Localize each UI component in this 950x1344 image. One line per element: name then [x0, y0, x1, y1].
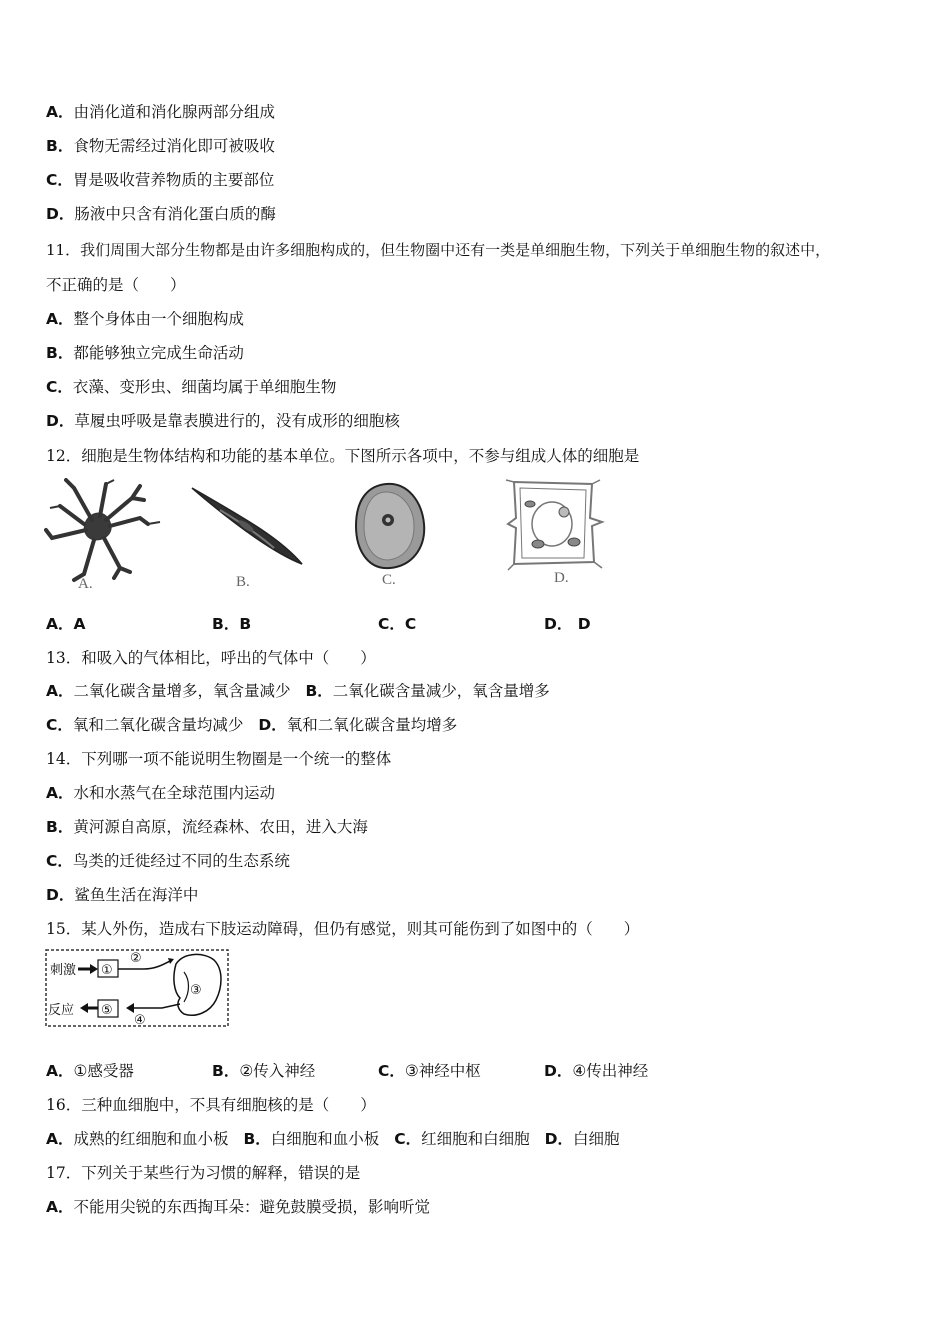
option-letter: A．: [46, 784, 74, 802]
option-text: ④传出神经: [572, 1062, 649, 1080]
option-text: ③神经中枢: [404, 1062, 481, 1080]
q11-option-a: [46, 309, 244, 329]
option-letter: D．: [258, 716, 287, 734]
q12-cell-figures: [44, 478, 614, 598]
neuron-cell-image: [46, 480, 160, 580]
option-text: 红细胞和白细胞: [421, 1130, 530, 1148]
option-text: 食物无需经过消化即可被吸收: [73, 137, 275, 155]
option-text: 白细胞和血小板: [270, 1130, 380, 1148]
option-text: 都能够独立完成生命活动: [73, 344, 244, 362]
reflex-arc-diagram: [44, 948, 232, 1030]
q14-option-d: [46, 885, 198, 905]
q15-option-c: [378, 1061, 481, 1081]
afferent-nerve-path: [118, 960, 172, 969]
option-letter: A．: [46, 1062, 74, 1080]
option-letter: C．: [378, 615, 405, 633]
label-2: ②: [130, 951, 142, 966]
label-4: ④: [134, 1013, 146, 1028]
option-text: ②传入神经: [239, 1062, 316, 1080]
figure-caption: C.: [382, 572, 396, 588]
q15-option-a: [46, 1061, 134, 1081]
label-3: ③: [190, 983, 202, 998]
option-letter: A．: [46, 1198, 74, 1216]
option-letter: B．: [212, 615, 240, 633]
option-text: 氧和二氧化碳含量均减少: [72, 716, 244, 734]
option-text: D: [572, 615, 591, 633]
q17-option-a: [46, 1197, 430, 1217]
q16-stem: 16．三种血细胞中，不具有细胞核的是（ ）: [46, 1096, 376, 1114]
option-letter: A．: [46, 103, 74, 121]
q12-option-a: [46, 614, 86, 634]
q16-options-row: [46, 1129, 619, 1149]
q14-option-b: [46, 817, 368, 837]
option-letter: A．: [46, 682, 74, 700]
option-text: C: [404, 615, 417, 633]
option-text: 草履虫呼吸是靠表膜进行的，没有成形的细胞核: [74, 412, 400, 430]
option-letter: C．: [46, 716, 73, 734]
option-letter: C．: [46, 852, 73, 870]
option-letter: B．: [46, 344, 74, 362]
option-text: 黄河源自高原，流经森林、农田，进入大海: [73, 818, 368, 836]
option-text: 鲨鱼生活在海洋中: [74, 886, 199, 904]
option-letter: B．: [243, 1130, 271, 1148]
option-letter: B．: [46, 137, 74, 155]
arrow-icon: [126, 1003, 134, 1013]
option-text: 二氧化碳含量减少，氧含量增多: [332, 682, 550, 700]
option-text: 水和水蒸气在全球范围内运动: [73, 784, 276, 802]
figure-caption: B.: [236, 574, 250, 590]
arrow-icon: [80, 1003, 88, 1013]
q14-option-c: [46, 851, 290, 871]
option-text: ①感受器: [73, 1062, 134, 1080]
q12-option-c: [378, 614, 416, 634]
q10-option-a: [46, 102, 275, 122]
q17-stem: 17．下列关于某些行为习惯的解释，错误的是: [46, 1164, 361, 1182]
arrow-icon: [90, 964, 98, 974]
option-letter: B．: [212, 1062, 240, 1080]
label-5: ⑤: [101, 1003, 113, 1018]
q11-option-b: [46, 343, 244, 363]
gray-matter-shape: [184, 972, 189, 1002]
q13-options-row1: [46, 681, 550, 701]
option-text: 胃是吸收营养物质的主要部位: [72, 171, 275, 189]
q13-stem: 13．和吸入的气体相比，呼出的气体中（ ）: [46, 649, 376, 667]
option-letter: D．: [46, 886, 75, 904]
q15-option-b: [212, 1061, 315, 1081]
option-text: 氧和二氧化碳含量均增多: [286, 716, 458, 734]
option-text: 白细胞: [572, 1130, 620, 1148]
option-letter: D．: [544, 1130, 573, 1148]
option-text: 由消化道和消化腺两部分组成: [73, 103, 276, 121]
option-text: A: [73, 615, 86, 633]
option-text: B: [239, 615, 252, 633]
q14-stem: 14．下列哪一项不能说明生物圈是一个统一的整体: [46, 750, 392, 768]
q10-option-c: [46, 170, 274, 190]
plant-cell-image: [506, 480, 602, 570]
option-letter: A．: [46, 310, 74, 328]
option-letter: D．: [46, 205, 75, 223]
q15-option-d: [544, 1061, 648, 1081]
option-letter: B．: [305, 682, 333, 700]
stimulus-label: 刺激: [50, 963, 77, 978]
option-letter: B．: [46, 818, 74, 836]
option-letter: A．: [46, 1130, 74, 1148]
response-label: 反应: [48, 1003, 75, 1018]
option-letter: D．: [46, 412, 75, 430]
q10-option-b: [46, 136, 275, 156]
epithelial-cell-image: [356, 484, 424, 568]
option-letter: C．: [46, 378, 73, 396]
option-letter: C．: [46, 171, 73, 189]
q10-option-d: [46, 204, 276, 224]
label-1: ①: [101, 963, 113, 978]
q15-stem: 15．某人外伤，造成右下肢运动障碍，但仍有感觉，则其可能伤到了如图中的（ ）: [46, 920, 640, 938]
option-text: 不能用尖锐的东西掏耳朵：避免鼓膜受损，影响听觉: [73, 1198, 431, 1216]
q13-options-row2: [46, 715, 457, 735]
q11-option-d: [46, 411, 400, 431]
option-text: 衣藻、变形虫、细菌均属于单细胞生物: [72, 378, 337, 396]
figure-caption: D.: [554, 570, 569, 586]
option-letter: C．: [378, 1062, 405, 1080]
q14-option-a: [46, 783, 275, 803]
option-text: 成熟的红细胞和血小板: [73, 1130, 229, 1148]
option-text: 整个身体由一个细胞构成: [73, 310, 245, 328]
option-letter: A．: [46, 615, 74, 633]
q12-stem: 12．细胞是生物体结构和功能的基本单位。下图所示各项中，不参与组成人体的细胞是: [46, 447, 640, 465]
q11-option-c: [46, 377, 336, 397]
option-letter: C．: [394, 1130, 422, 1148]
q11-stem-line1: 11．我们周围大部分生物都是由许多细胞构成的，但生物圈中还有一类是单细胞生物，下列关于单细胞生物的叙述中，: [46, 241, 831, 259]
option-text: 肠液中只含有消化蛋白质的酶: [74, 205, 276, 223]
option-text: 鸟类的迁徙经过不同的生态系统: [72, 852, 290, 870]
smooth-muscle-cell-image: [192, 488, 302, 564]
q12-option-b: [212, 614, 251, 634]
option-letter: D．: [544, 1062, 573, 1080]
option-letter: D．: [544, 615, 573, 633]
q12-option-d: [544, 614, 591, 634]
q11-stem-line2: 不正确的是（ ）: [46, 276, 186, 294]
option-text: 二氧化碳含量增多，氧含量减少: [73, 682, 291, 700]
figure-caption: A.: [78, 576, 93, 592]
efferent-nerve-path: [128, 1004, 180, 1008]
